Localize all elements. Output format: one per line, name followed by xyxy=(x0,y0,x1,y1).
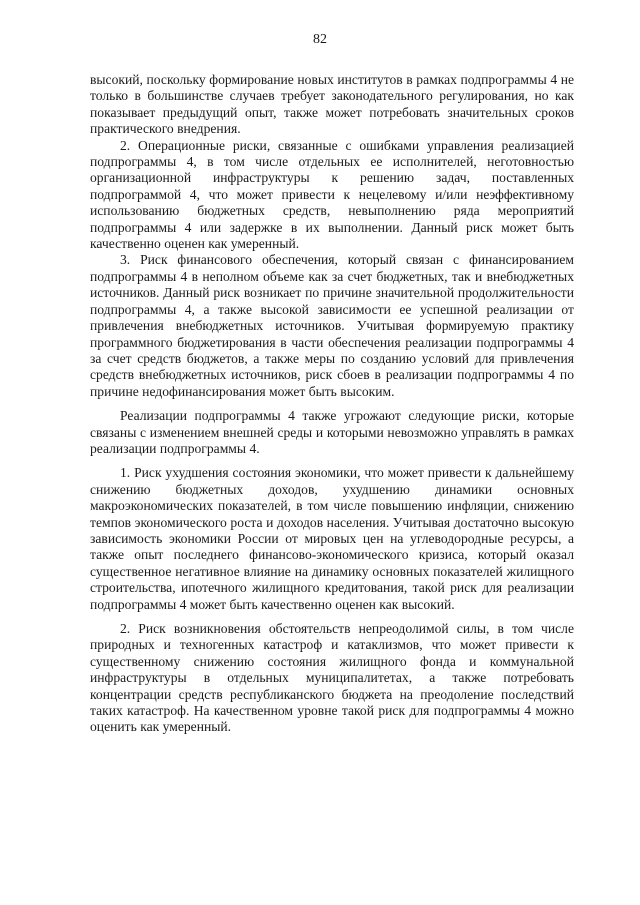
page-number: 82 xyxy=(313,32,327,47)
paragraph-operational-risks: 2. Операционные риски, связанные с ошибками управления реализацией подпрограммы 4, в том числе отдельных ее исполнителей, неготовностью организационной инфраструктуры к решению задач, поставленных подпрограммой 4, что может привести к нецелевому и/или неэффективному использованию бюджетных средств, невыполнению ряда мероприятий подпрограммы 4 или задержке в их выполнении. Данный риск может быть качественно оценен как умеренный. xyxy=(90,137,574,252)
paragraph-economy-risk: 1. Риск ухудшения состояния экономики, что может привести к дальнейшему снижению бюджетных доходов, ухудшению динамики основных макроэкономических показателей, в том числе повышению инфляции, снижению темпов экономического роста и доходов населения. Учитывая достаточно высокую зависимость экономики России от мировых цен на углеводородные ресурсы, а также опыт последнего финансово-экономического кризиса, который оказал существенное негативное влияние на динамику основных показателей жилищного строительства, ипотечного жилищного кредитования, такой риск для реализации подпрограммы 4 может быть качественно оценен как высокий. xyxy=(90,465,574,612)
paragraph-continuation: высокий, поскольку формирование новых институтов в рамках подпрограммы 4 не только в большинстве случаев требует законодательного регулирования, но как показывает предыдущий опыт, также может потребовать значительных сроков практического внедрения. xyxy=(90,72,574,137)
document-body xyxy=(90,72,574,736)
paragraph-external-risks-intro: Реализации подпрограммы 4 также угрожают следующие риски, которые связаны с изменением внешней среды и которыми невозможно управлять в рамках реализации подпрограммы 4. xyxy=(90,408,574,456)
paragraph-force-majeure-risk: 2. Риск возникновения обстоятельств непреодолимой силы, в том числе природных и техногенных катастроф и катаклизмов, что может привести к существенному снижению состояния жилищного фонда и коммунальной инфраструктуры в отдельных муниципалитетах, а также потребовать концентрации средств республиканского бюджета на преодоление последствий таких катастроф. На качественном уровне такой риск для подпрограммы 4 можно оценить как умеренный. xyxy=(90,621,574,735)
paragraph-financial-risk: 3. Риск финансового обеспечения, который связан с финансированием подпрограммы 4 в неполном объеме как за счет бюджетных, так и внебюджетных источников. Данный риск возникает по причине значительной продолжительности подпрограммы 4, а также высокой зависимости ее успешной реализации от привлечения внебюджетных источников. Учитывая формируемую практику программного бюджетирования в части обеспечения реализации подпрограммы 4 за счет средств бюджетов, а также меры по созданию условий для привлечения средств внебюджетных источников, риск сбоев в реализации подпрограммы 4 по причине недофинансирования может быть высоким. xyxy=(90,252,574,399)
